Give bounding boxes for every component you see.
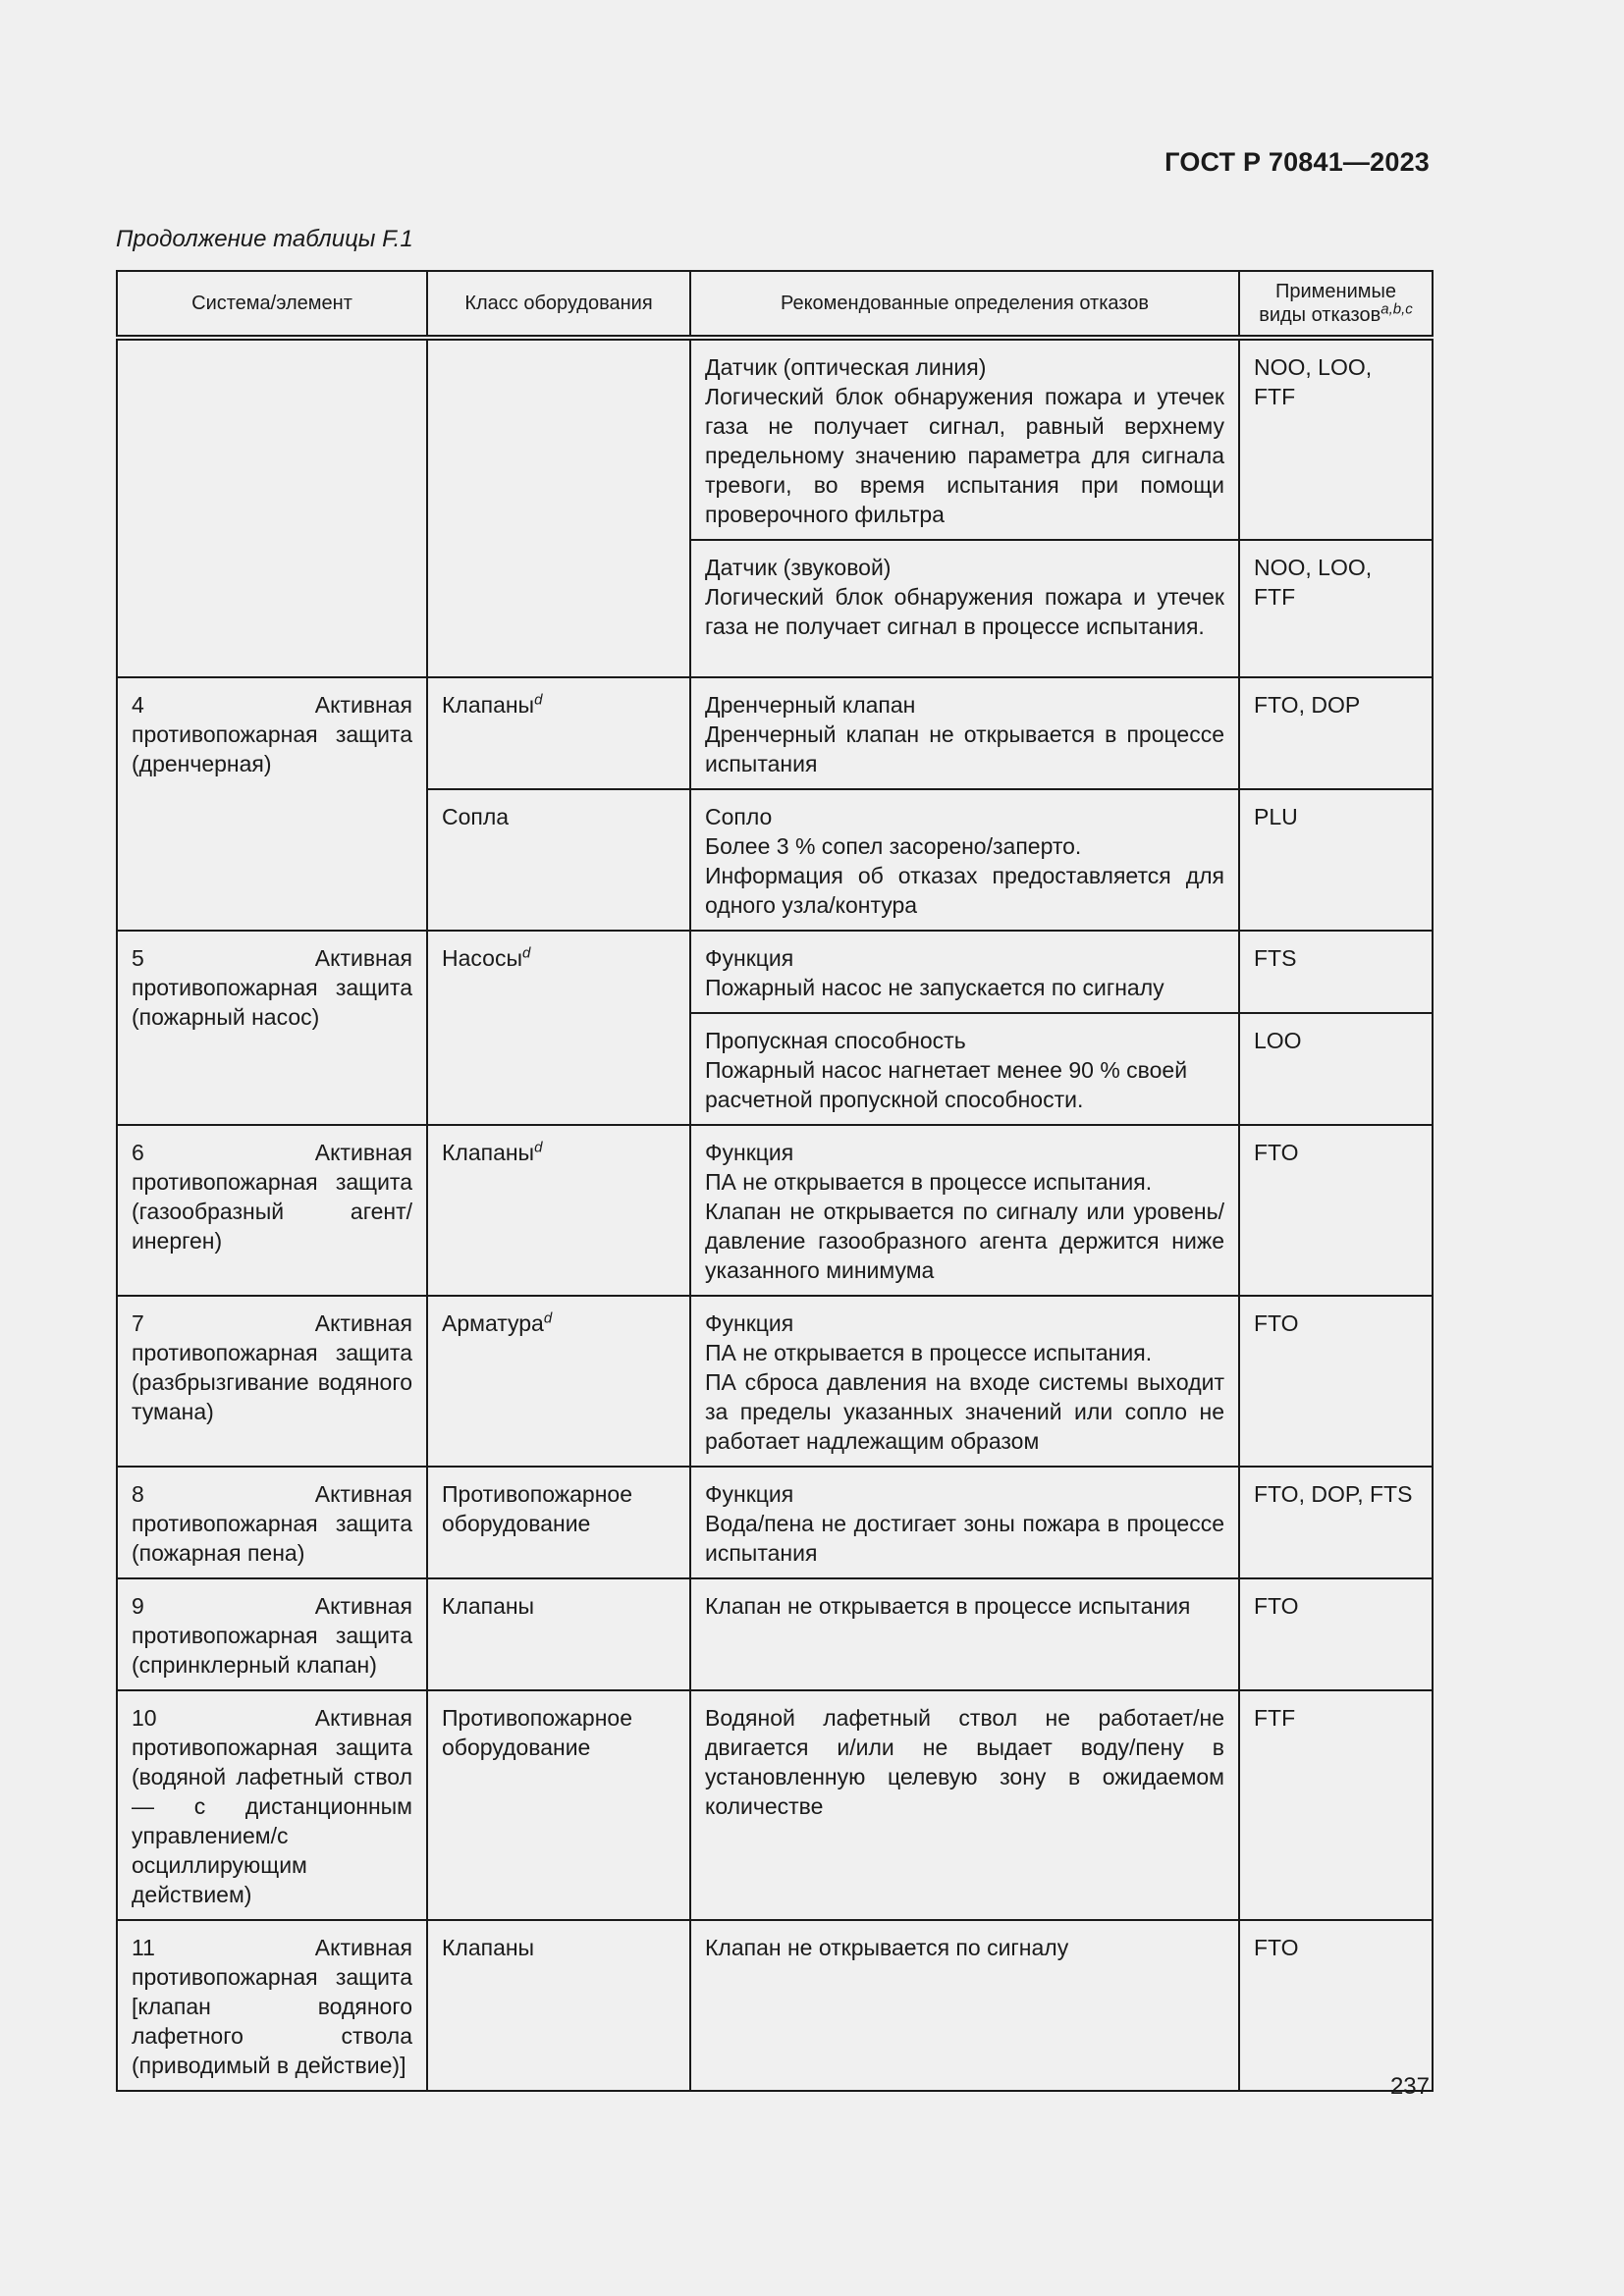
table-row [117,1467,1433,1578]
modes-cell: FTO [1239,1296,1433,1467]
class-label: Насосы [442,945,522,971]
system-cell: 9 Активная противопожарная защита (спринклерный клапан) [117,1578,427,1690]
definition-text: ПА не открывается в процессе испытания. [705,1340,1153,1365]
table-row [117,1920,1433,2091]
table-header-row [117,271,1433,338]
class-cell: Клапаны [427,1920,690,2091]
header-modes [1239,271,1433,338]
class-label: Арматура [442,1310,544,1336]
definition-title: Функция [705,1481,794,1507]
definition-cell: Водяной лафетный ствол не работает/не двигается и/или не выдает воду/пену в установленную целевую зону в ожидаемом количестве [690,1690,1239,1920]
modes-cell: LOO [1239,1013,1433,1125]
definition-text: Более 3 % сопел засорено/заперто. [705,833,1082,859]
class-cell [427,338,690,677]
class-cell [427,1125,690,1296]
footnote-mark: d [543,1309,553,1327]
definition-title: Датчик (оптическая линия) [705,354,987,380]
table-row [117,1690,1433,1920]
definition-title: Функция [705,1140,794,1165]
definition-cell [690,1013,1239,1125]
header-modes-sup: a,b,c [1380,300,1413,318]
table-row [117,1125,1433,1296]
definition-text: Логический блок обнаружения пожара и утечек газа не получает сигнал в процессе испытания. [705,584,1224,639]
definition-text: Дренчерный клапан не открывается в процессе испытания [705,721,1224,776]
table-row [117,1578,1433,1690]
definition-cell [690,540,1239,677]
footnote-mark: d [534,1139,543,1156]
definition-title: Функция [705,1310,794,1336]
table-row [117,931,1433,1013]
definition-cell [690,338,1239,540]
class-cell: Сопла [427,789,690,931]
document-code: ГОСТ Р 70841—2023 [1164,147,1430,177]
definition-cell [690,931,1239,1013]
system-cell: 4 Активная противопожарная защита (дренчерная) [117,677,427,931]
header-definitions: Рекомендованные определения отказов [690,271,1239,338]
class-cell [427,677,690,789]
class-cell [427,1296,690,1467]
class-label: Клапаны [442,692,535,718]
modes-cell: FTO, DOP, FTS [1239,1467,1433,1578]
modes-cell: NOO, LOO, FTF [1239,540,1433,677]
definition-text: Логический блок обнаружения пожара и утечек газа не получает сигнал, равный верхнему предельному значению параметра для сигнала тревоги, во время испытания при помощи проверочного фильтра [705,384,1224,527]
header-class: Класс оборудования [427,271,690,338]
footnote-mark: d [521,944,531,962]
modes-cell: FTO, DOP [1239,677,1433,789]
modes-cell: PLU [1239,789,1433,931]
definition-text: Пожарный насос не запускается по сигналу [705,975,1164,1000]
definition-cell: Клапан не открывается по сигналу [690,1920,1239,2091]
definition-cell [690,1467,1239,1578]
footnote-mark: d [534,691,543,709]
definition-cell [690,677,1239,789]
definition-text: Пожарный насос нагнетает менее 90 % своей расчетной пропускной способности. [705,1057,1188,1112]
class-cell: Противопожарное оборудование [427,1467,690,1578]
table-row [117,1296,1433,1467]
definition-text: Клапан не открывается по сигналу или уровень/давление газообразного агента держится ниже указанного минимума [705,1199,1224,1283]
definition-text: Информация об отказах предоставляется для одного узла/контура [705,863,1224,918]
definition-cell: Клапан не открывается в процессе испытания [690,1578,1239,1690]
definition-title: Функция [705,945,794,971]
system-cell: 5 Активная противопожарная защита (пожарный насос) [117,931,427,1125]
modes-cell: FTO [1239,1578,1433,1690]
system-cell [117,338,427,677]
class-cell: Противопожарное оборудование [427,1690,690,1920]
definition-cell [690,1296,1239,1467]
table-caption: Продолжение таблицы F.1 [116,226,413,252]
definition-title: Дренчерный клапан [705,692,916,718]
system-cell: 8 Активная противопожарная защита (пожарная пена) [117,1467,427,1578]
definition-cell [690,1125,1239,1296]
system-cell: 11 Активная противопожарная защита [клапан водяного лафетного ствола (приводимый в действие)] [117,1920,427,2091]
class-cell: Клапаны [427,1578,690,1690]
failure-definitions-table [116,270,1434,2092]
class-label: Клапаны [442,1140,535,1165]
definition-text: ПА не открывается в процессе испытания. [705,1169,1153,1195]
system-cell: 7 Активная противопожарная защита (разбрызгивание водяного тумана) [117,1296,427,1467]
definition-text: ПА сброса давления на входе системы выходит за пределы указанных значений или сопло не работает надлежащим образом [705,1369,1224,1454]
definition-title: Сопло [705,804,773,829]
definition-title: Пропускная способность [705,1028,966,1053]
modes-cell: FTO [1239,1125,1433,1296]
modes-cell: FTF [1239,1690,1433,1920]
class-cell [427,931,690,1125]
header-system: Система/элемент [117,271,427,338]
modes-cell: NOO, LOO, FTF [1239,338,1433,540]
page-number: 237 [1389,2073,1430,2100]
system-cell: 6 Активная противопожарная защита (газообразный агент/инерген) [117,1125,427,1296]
modes-cell: FTO [1239,1920,1433,2091]
table-row [117,677,1433,789]
header-modes-label: Применимые виды отказов [1259,281,1396,326]
definition-text: Вода/пена не достигает зоны пожара в процессе испытания [705,1511,1224,1566]
table-row [117,338,1433,540]
modes-cell: FTS [1239,931,1433,1013]
definition-cell [690,789,1239,931]
definition-title: Датчик (звуковой) [705,555,892,580]
system-cell: 10 Активная противопожарная защита (водяной лафетный ствол — с дистанционным управлением/с осциллирующим действием) [117,1690,427,1920]
